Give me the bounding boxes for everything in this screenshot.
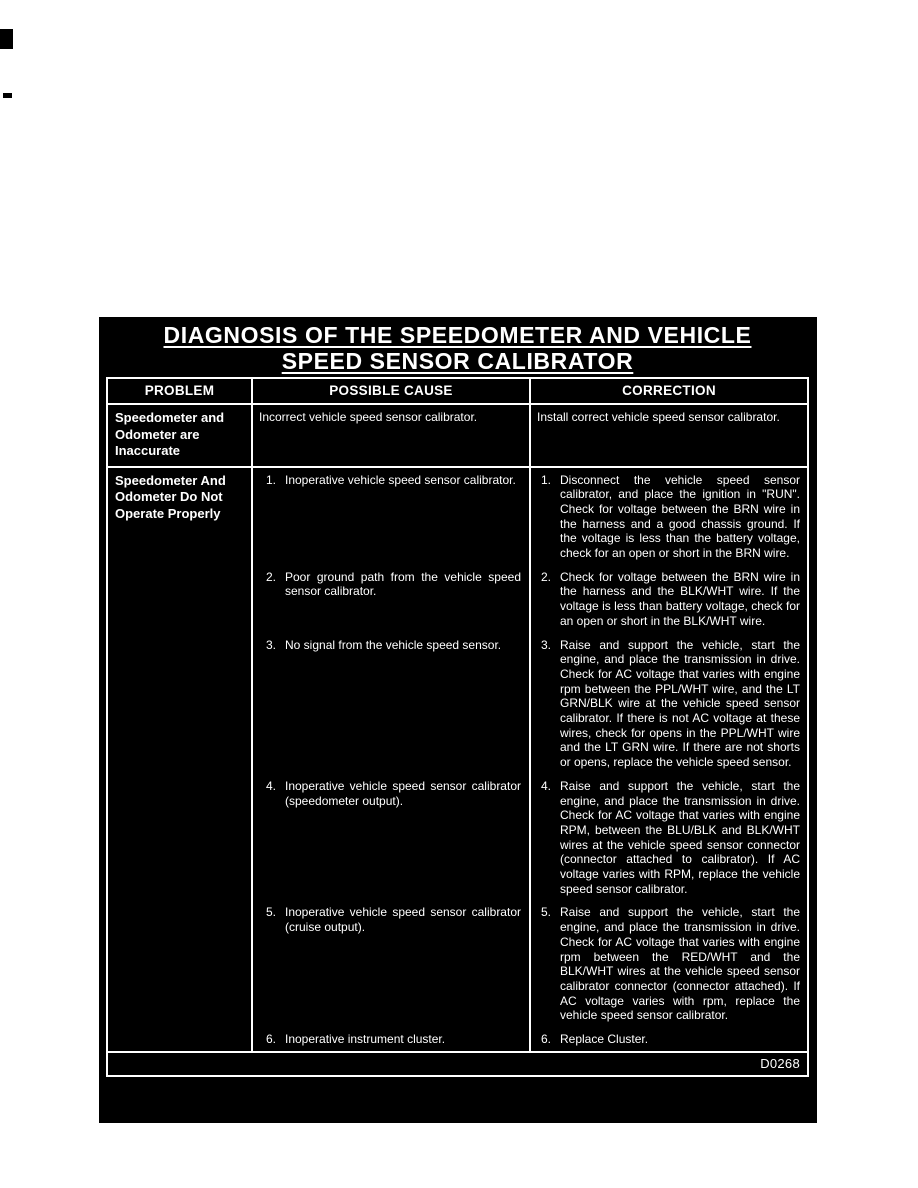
cause-cell: Incorrect vehicle speed sensor calibrator. xyxy=(253,405,531,466)
cause-text: Inoperative instrument cluster. xyxy=(285,1032,446,1047)
table-row xyxy=(108,468,807,1053)
problem-cell: Speedometer And Odometer Do Not Operate Properly xyxy=(108,468,253,1051)
cause-cell xyxy=(253,468,531,569)
item-number: 1. xyxy=(541,472,552,487)
correction-cell xyxy=(531,569,807,637)
item-number: 3. xyxy=(541,637,552,652)
cause-item xyxy=(253,778,529,816)
page-title xyxy=(106,322,809,374)
item-number: 4. xyxy=(266,778,277,793)
cause-cell xyxy=(253,569,531,637)
cause-text: Inoperative vehicle speed sensor calibrator (speedometer output). xyxy=(285,778,521,808)
correction-cell xyxy=(531,778,807,905)
cause-item xyxy=(253,1031,529,1051)
page-title-line1: DIAGNOSIS OF THE SPEEDOMETER AND VEHICLE xyxy=(163,322,752,348)
header-problem: PROBLEM xyxy=(108,379,253,403)
item-number: 5. xyxy=(541,905,552,920)
correction-cell: Install correct vehicle speed sensor calibrator. xyxy=(537,410,780,424)
correction-item xyxy=(531,569,807,637)
correction-text: Raise and support the vehicle, start the engine, and place the transmission in drive. Check for AC voltage that varies with engine rpm between the RED/WHT and the BLK/WHT wires at the vehicle speed sensor calibrator connector (connector attached). If AC voltage varies with rpm, replace the vehicle speed sensor calibrator. xyxy=(560,905,800,1023)
cause-item xyxy=(253,904,529,942)
cause-cell xyxy=(253,637,531,778)
correction-text: Disconnect the vehicle speed sensor calibrator, and place the ignition in "RUN". Check for voltage between the BRN wire in the harness and a good chassis ground. If the voltage is less than the battery voltage, check for an open or short in the BRN wire. xyxy=(560,472,800,561)
correction-text: Raise and support the vehicle, start the engine, and place the transmission in drive. Check for AC voltage that varies with engine rpm between the PPL/WHT wire, and the LT GRN/BLK wire at the vehicle speed sensor calibrator. If there is not AC voltage at these wires, check for opens in the PPL/WHT wire and the LT GRN wire. If there are not shorts or opens, replace the vehicle speed sensor. xyxy=(560,637,800,770)
item-number: 2. xyxy=(541,569,552,584)
cause-item xyxy=(253,637,529,661)
header-possible-cause: POSSIBLE CAUSE xyxy=(253,379,531,403)
item-number: 6. xyxy=(541,1032,552,1047)
table-row xyxy=(108,405,807,468)
item-number: 1. xyxy=(266,472,277,487)
table-header-row xyxy=(108,379,807,405)
diagnostic-chart xyxy=(99,317,817,1123)
scan-artifact xyxy=(0,29,13,49)
item-number: 4. xyxy=(541,778,552,793)
item-number: 5. xyxy=(266,905,277,920)
correction-item xyxy=(531,468,807,569)
cause-cell xyxy=(253,904,531,1031)
scan-artifact xyxy=(3,93,12,98)
correction-text: Raise and support the vehicle, start the engine, and place the transmission in drive. Check for AC voltage that varies with engine RPM, between the BLU/BLK and BLK/WHT wires at the vehicle speed sensor connector (connector attached to calibrator). If AC voltage varies with RPM, replace the vehicle speed sensor calibrator. xyxy=(560,778,800,896)
correction-cell xyxy=(531,1031,807,1051)
item-number: 3. xyxy=(266,637,277,652)
cause-cell xyxy=(253,778,531,905)
correction-cell xyxy=(531,637,807,778)
correction-item xyxy=(531,1031,807,1051)
header-correction: CORRECTION xyxy=(622,383,716,398)
cause-item xyxy=(253,569,529,607)
diagnosis-table xyxy=(106,377,809,1077)
cause-text: Poor ground path from the vehicle speed sensor calibrator. xyxy=(285,569,521,599)
cause-text: No signal from the vehicle speed sensor. xyxy=(285,637,502,652)
problem-cell: Speedometer and Odometer are Inaccurate xyxy=(108,405,253,466)
correction-item xyxy=(531,778,807,905)
figure-code: D0268 xyxy=(760,1055,800,1071)
page-title-line2: SPEED SENSOR CALIBRATOR xyxy=(281,348,634,374)
correction-text: Replace Cluster. xyxy=(560,1032,649,1047)
correction-cell xyxy=(531,468,807,569)
item-number: 6. xyxy=(266,1032,277,1047)
item-number: 2. xyxy=(266,569,277,584)
correction-cell xyxy=(531,904,807,1031)
cause-text: Inoperative vehicle speed sensor calibrator. xyxy=(285,472,516,487)
correction-item xyxy=(531,904,807,1031)
correction-text: Check for voltage between the BRN wire in the harness and the BLK/WHT wire. If the voltage is less than battery voltage, check for an open or short in the BLK/WHT wire. xyxy=(560,569,800,628)
correction-item xyxy=(531,637,807,778)
cause-item xyxy=(253,468,529,496)
cause-text: Inoperative vehicle speed sensor calibrator (cruise output). xyxy=(285,905,521,935)
cause-cell xyxy=(253,1031,531,1051)
